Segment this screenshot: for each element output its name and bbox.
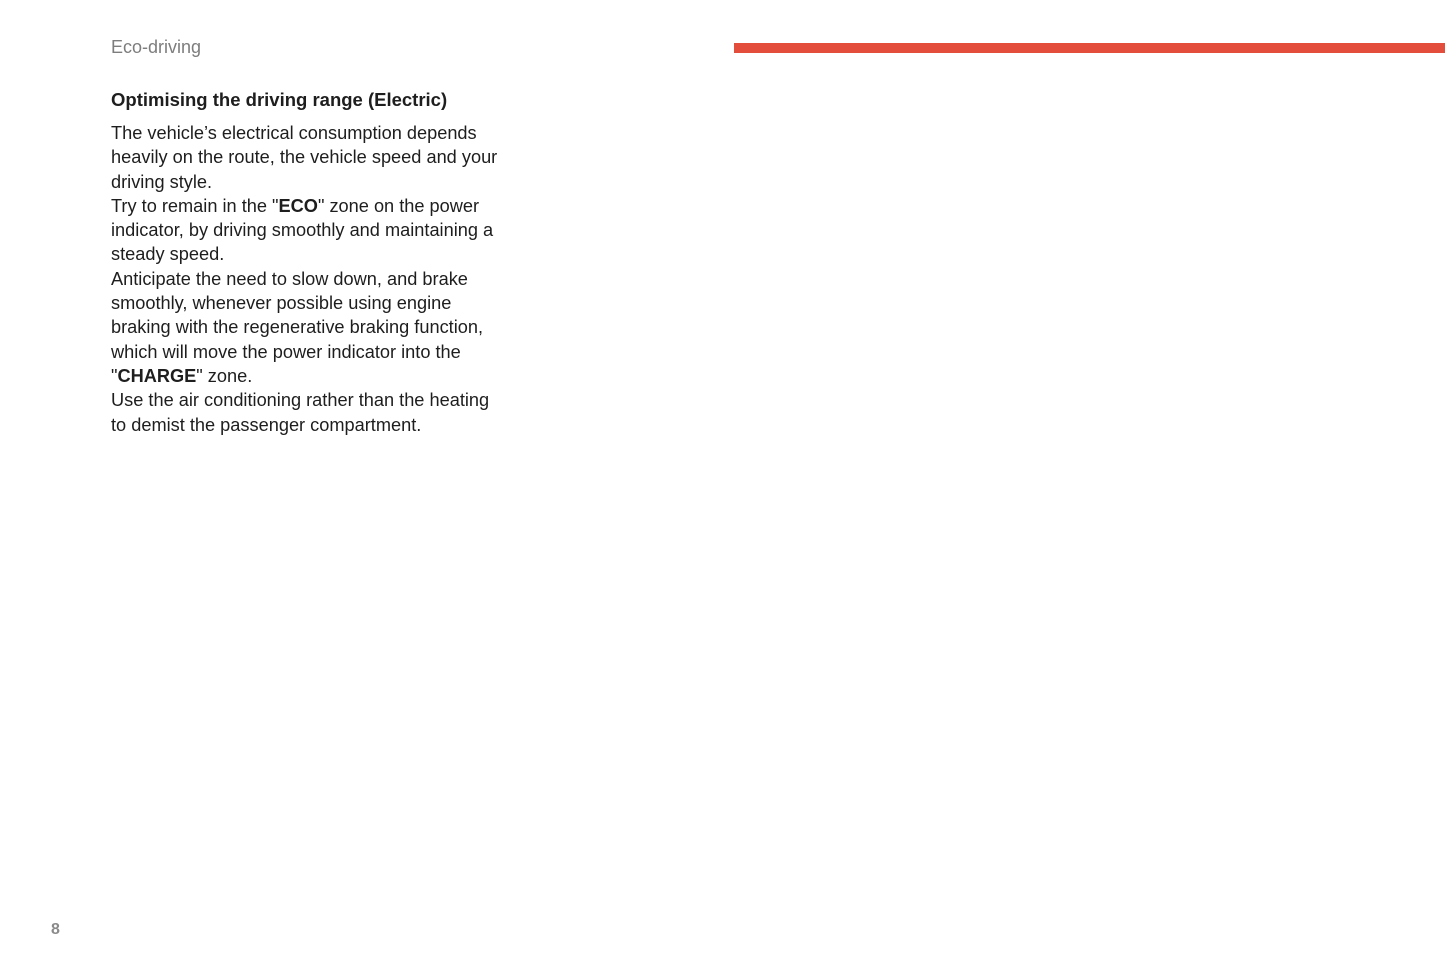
main-content [111,88,511,437]
text-line: heavily on the route, the vehicle speed and your [111,147,498,168]
paragraph-eco-zone [111,194,511,267]
header-accent-bar [734,43,1445,53]
text-line: which will move the power indicator into the [111,341,461,362]
eco-zone-label: ECO [278,195,318,216]
text-line [111,364,511,388]
text-line: The vehicle’s electrical consumption depends [111,123,477,143]
text-fragment: " zone on the power [317,195,480,216]
paragraph-consumption [111,121,511,194]
page-heading: Optimising the driving range (Electric) [111,89,448,110]
text-line: driving style. [111,171,213,192]
text-line [111,194,511,218]
text-line: braking with the regenerative braking function, [111,317,484,338]
text-line: smoothly, whenever possible using engine [111,293,452,314]
section-title: Eco-driving [111,37,202,57]
page-number: 8 [51,921,60,938]
paragraph-braking [111,267,511,388]
charge-zone-label: CHARGE [117,365,197,386]
text-fragment: " zone. [196,365,253,386]
text-line: Use the air conditioning rather than the heating [111,390,490,411]
text-line: steady speed. [111,244,225,265]
text-fragment: " [111,365,118,386]
text-line: Anticipate the need to slow down, and brake [111,268,468,289]
text-line: to demist the passenger compartment. [111,414,422,435]
text-fragment: Try to remain in the " [111,195,279,216]
text-line: indicator, by driving smoothly and maintaining a [111,220,494,241]
paragraph-air-conditioning [111,388,511,437]
